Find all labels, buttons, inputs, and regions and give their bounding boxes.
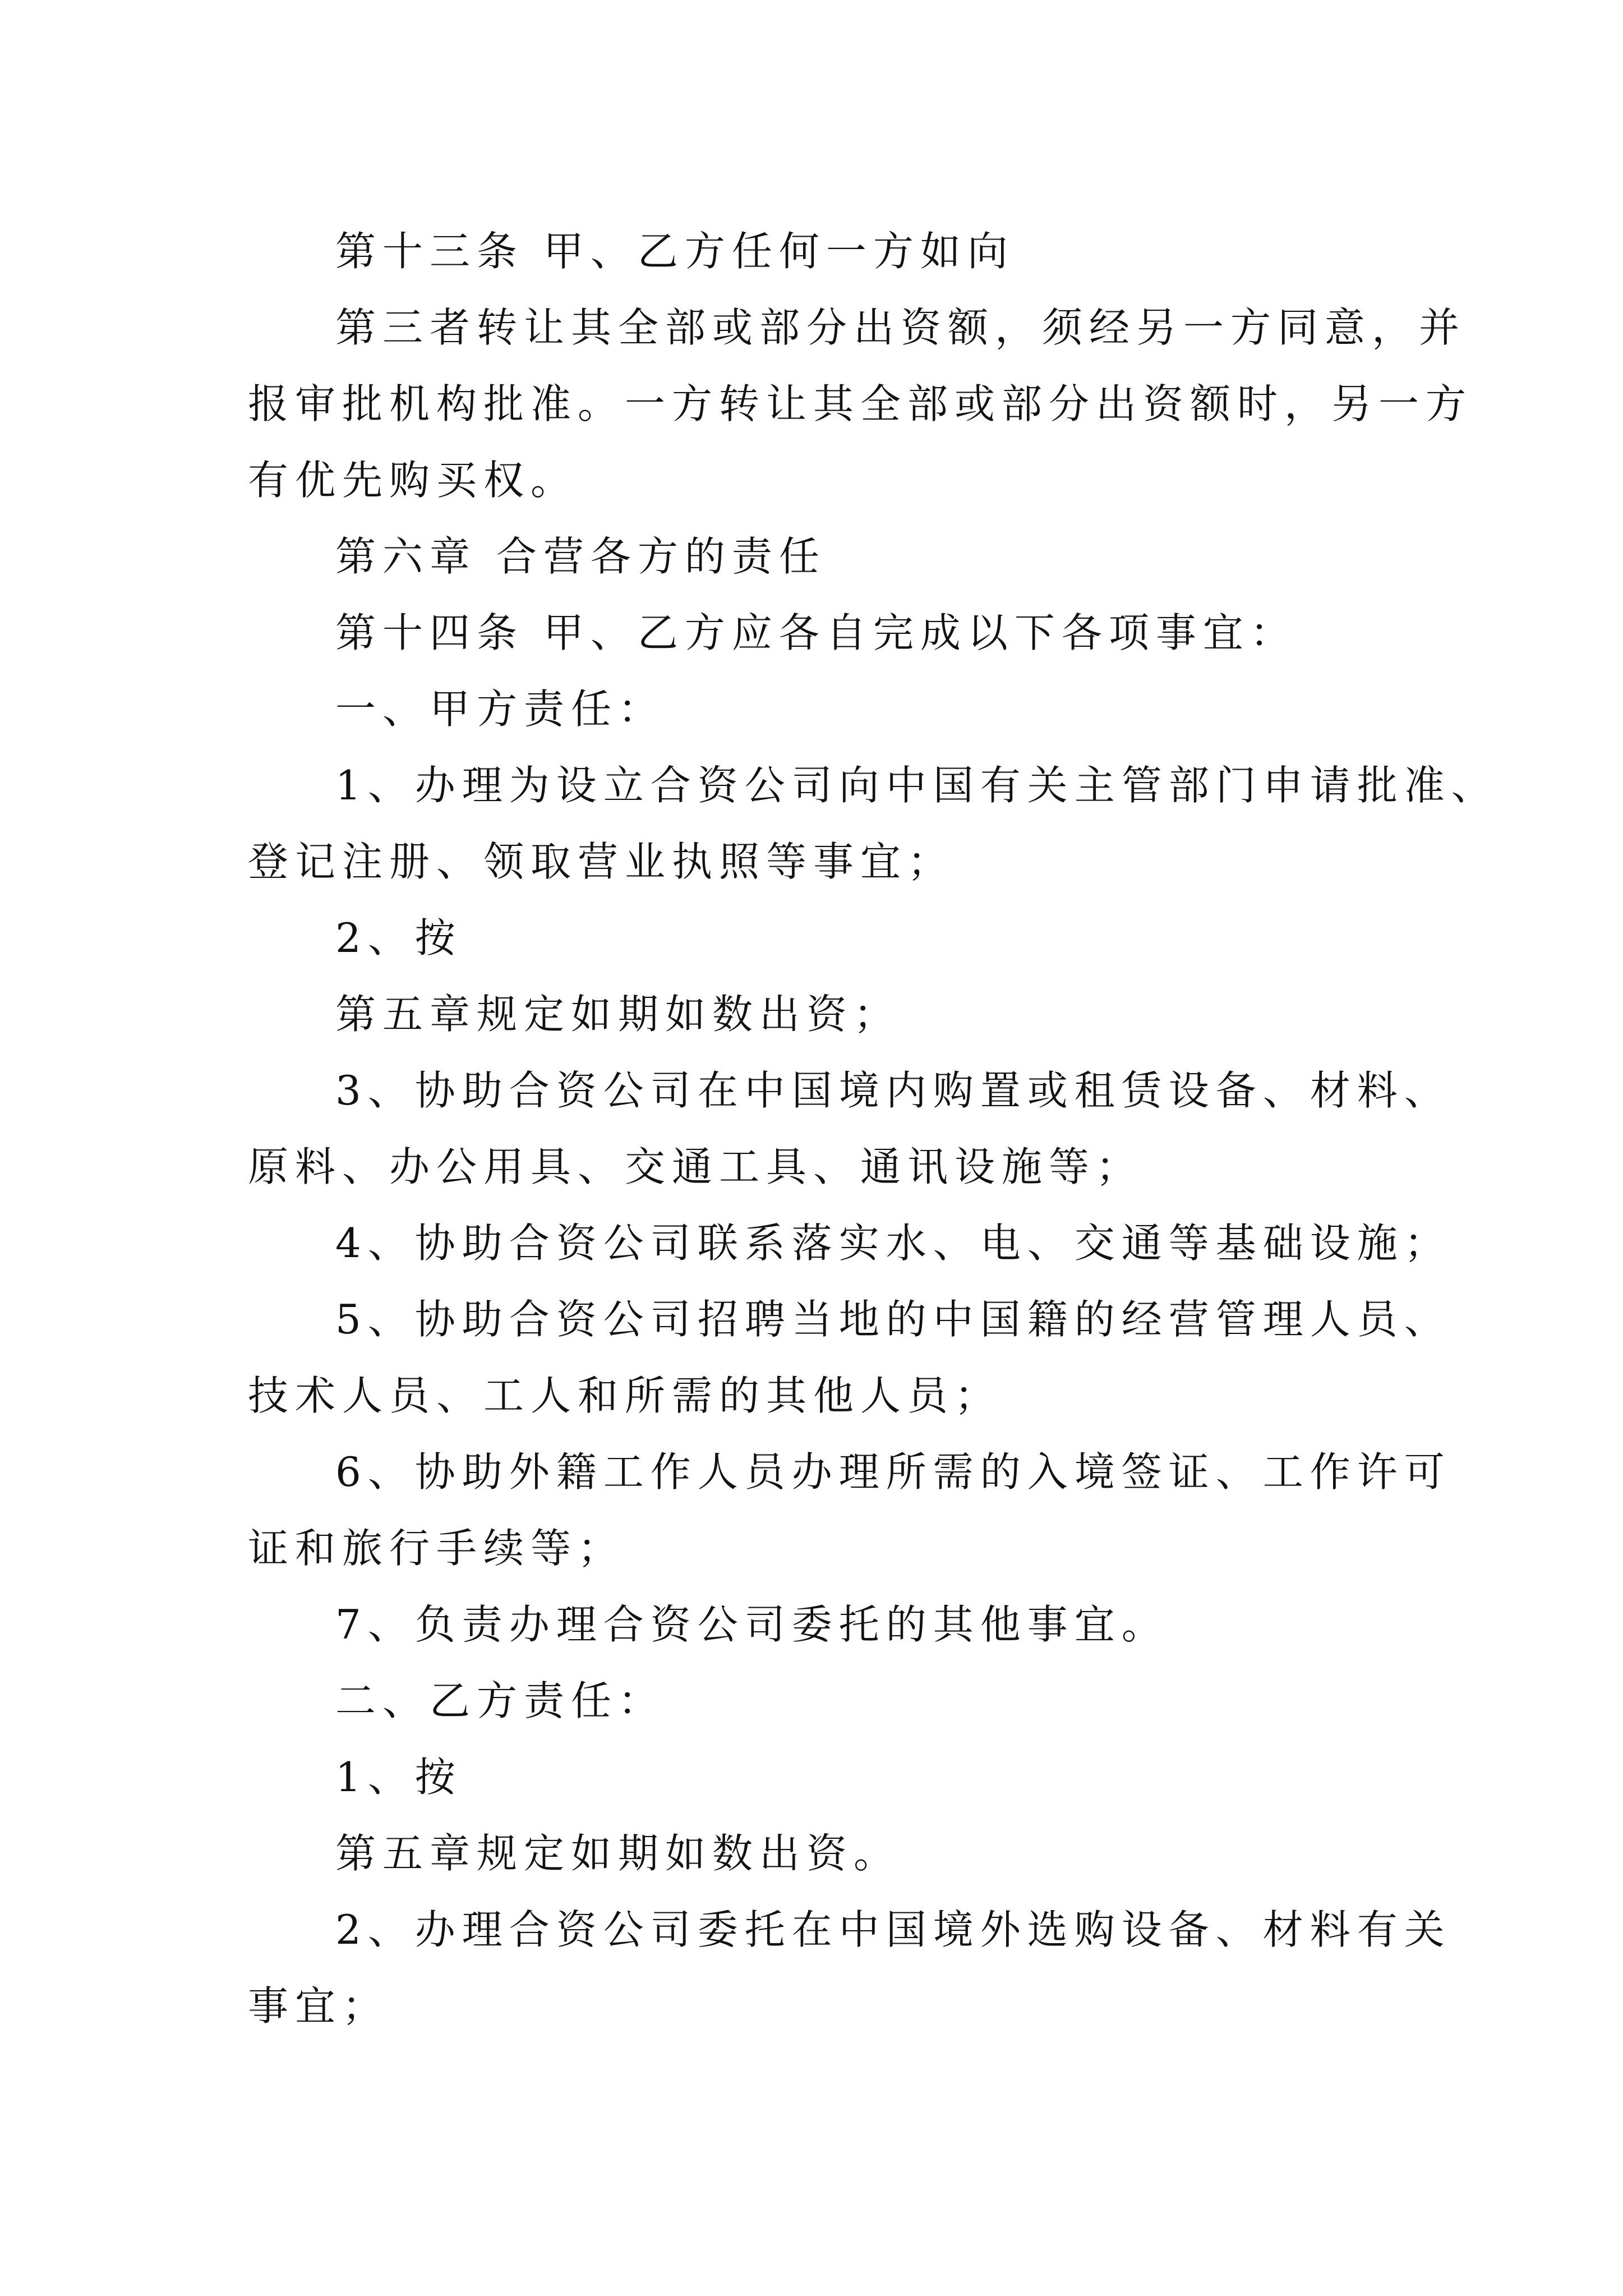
paragraph-line: 第三者转让其全部或部分出资额，须经另一方同意，并 [335, 304, 1467, 351]
list-item-continuation: 第五章规定如期如数出资。 [335, 1830, 901, 1877]
list-item-continuation: 登记注册、领取营业执照等事宜； [248, 838, 955, 885]
party-a-heading: 一、甲方责任： [335, 685, 666, 733]
party-b-heading: 二、乙方责任： [335, 1677, 666, 1724]
paragraph-line: 报审批机构批准。一方转让其全部或部分出资额时，另一方 [248, 380, 1473, 427]
list-item: 5、协助合资公司招聘当地的中国籍的经营管理人员、 [335, 1296, 1451, 1343]
list-item: 6、协助外籍工作人员办理所需的入境签证、工作许可 [335, 1448, 1451, 1496]
chapter-6-heading: 第六章 合营各方的责任 [335, 533, 826, 580]
list-item: 2、按 [335, 914, 462, 961]
list-item-continuation: 事宜； [248, 1982, 390, 2030]
article-14-line: 第十四条 甲、乙方应各自完成以下各项事宜： [335, 609, 1297, 656]
paragraph-line: 有优先购买权。 [248, 457, 578, 504]
list-item: 7、负责办理合资公司委托的其他事宜。 [335, 1601, 1169, 1648]
list-item: 2、办理合资公司委托在中国境外选购设备、材料有关 [335, 1906, 1451, 1953]
article-13-line: 第十三条 甲、乙方任何一方如向 [335, 228, 1015, 275]
list-item-continuation: 第五章规定如期如数出资； [335, 991, 901, 1038]
list-item-continuation: 技术人员、工人和所需的其他人员； [248, 1372, 1002, 1419]
list-item: 3、协助合资公司在中国境内购置或租赁设备、材料、 [335, 1067, 1451, 1114]
list-item-continuation: 原料、办公用具、交通工具、通讯设施等； [248, 1143, 1144, 1190]
list-item-continuation: 证和旅行手续等； [248, 1525, 625, 1572]
list-item: 1、办理为设立合资公司向中国有关主管部门申请批准、 [335, 762, 1498, 809]
list-item: 4、协助合资公司联系落实水、电、交通等基础设施； [335, 1220, 1451, 1267]
document-body [248, 213, 1498, 2044]
list-item: 1、按 [335, 1754, 462, 1801]
